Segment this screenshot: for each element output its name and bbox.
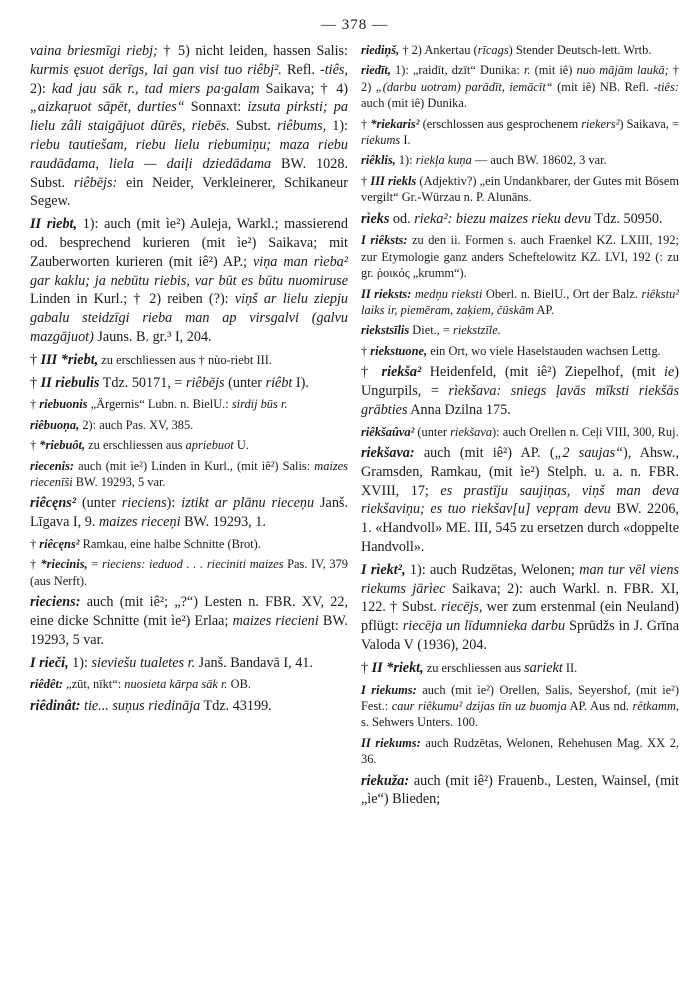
entry-headword: I rìekt², <box>361 561 406 578</box>
dictionary-entry <box>361 210 679 229</box>
entry-text: ) Saikava, = <box>619 116 679 131</box>
entry-text: nuo mājām laukā; <box>576 63 669 78</box>
entry-headword: II rieksts: <box>361 286 412 301</box>
entry-text: „2 saujas“ <box>554 445 623 462</box>
entry-headword: riêklis, <box>361 153 396 168</box>
entry-headword: riediņš, <box>361 43 400 57</box>
entry-headword: I riekums: <box>361 682 417 697</box>
entry-text: zu erschliessen aus <box>85 438 186 453</box>
entry-text: rieciens: ieduod . . . rieciniti maizes <box>102 557 284 572</box>
entry-text: 1): <box>68 654 92 671</box>
entry-headword: riekuža: <box>361 772 410 789</box>
entry-text: Janš. Līgava I, 9. <box>30 495 348 531</box>
entry-headword: riekstsīlis <box>361 323 410 338</box>
entry-text: sariekt <box>524 659 563 676</box>
dictionary-entry <box>361 152 679 168</box>
entry-text: od. <box>389 210 415 227</box>
entry-text: Janš. Bandavā I, 41. <box>195 654 313 671</box>
dictionary-entry <box>30 654 348 673</box>
entry-text: (unter <box>224 374 266 391</box>
entry-text: maizes riecieni <box>232 612 319 629</box>
dictionary-entry <box>30 417 348 433</box>
entry-text: viņa man rìeba² gar kaklu; ja nebūtu riebis, var būt es būtu nuomiruse <box>30 253 349 289</box>
entry-text: † <box>361 343 371 358</box>
entry-text: caur riêkumu² dzijas tīn uz buomja <box>391 699 567 714</box>
dictionary-entry <box>361 42 679 58</box>
entry-text: Jauns. B. gr.³ I, 204. <box>93 328 212 345</box>
entry-text: zu erschliessen aus <box>423 660 525 675</box>
entry-headword: riebuonis <box>39 397 88 412</box>
entry-text: izsuta pirksti; pa lielu zâli staigājuot dūrēs, riebēs. <box>30 99 348 135</box>
entry-text: ), Ahsw., Gramsden, Ramkau, (mit ìe²) Stelph. u. a. n. FBR. XVIII, 17; <box>361 445 679 499</box>
entry-text: medņu rieksti <box>411 286 483 301</box>
dictionary-entry <box>361 561 679 655</box>
entry-text: † <box>30 374 41 391</box>
entry-text: = <box>87 557 103 572</box>
entry-text: I). <box>292 374 309 391</box>
entry-text: -tiês: <box>653 79 679 94</box>
entry-text: riêbt <box>265 374 293 391</box>
entry-text: „zūt, nīkt“: <box>63 677 125 692</box>
entry-text: riekšava <box>450 424 493 439</box>
entry-headword: II riebulis <box>40 374 100 391</box>
entry-text: ): <box>166 495 182 512</box>
entry-text: † <box>361 173 371 188</box>
entry-text: riecēja un līdumnieka darbu <box>402 618 566 635</box>
entry-text: 2): <box>30 80 52 97</box>
entry-headword: II *riekt, <box>371 659 424 676</box>
dictionary-entry <box>30 458 348 491</box>
entry-text: kad jau sāk r., tad miers pa·galam <box>51 80 260 97</box>
entry-text: II. <box>562 660 578 675</box>
entry-text: † <box>30 557 41 572</box>
entry-text: † <box>361 659 372 676</box>
entry-text: (unter <box>76 495 122 512</box>
entry-text: r. <box>523 63 531 78</box>
dictionary-entry <box>361 173 679 206</box>
entry-text: ) Stender Deutsch-lett. Wrtb. <box>508 43 652 57</box>
dictionary-entry <box>361 62 679 111</box>
entry-text: riêbējs: <box>73 174 118 191</box>
right-column <box>361 42 679 813</box>
dictionary-entry <box>361 444 679 557</box>
entry-text: auch (mit iê²) Frauenb., Lesten, Wainsel, (mit „ìe“) Blieden; <box>361 772 679 808</box>
dictionary-entry <box>361 424 679 440</box>
entry-headword: III *riebt, <box>40 351 99 368</box>
entry-text: † 2) <box>361 63 679 94</box>
entry-text: Pas. IV, 379 (aus Nerft). <box>30 557 349 588</box>
entry-text: ie <box>664 364 675 381</box>
entry-text: Saikava; 2): auch Warkl. n. FBR. XI, 122. † Subst. <box>361 580 679 616</box>
entry-text: I. <box>400 133 411 148</box>
dictionary-entry <box>30 374 348 393</box>
dictionary-entry <box>361 659 679 678</box>
entry-text: rīcags <box>477 43 509 57</box>
entry-text: (mit iê) <box>530 63 577 78</box>
entry-text: (erschlossen aus gesprochenem <box>419 116 582 131</box>
columns <box>30 42 679 813</box>
entry-text: „(darbu uotram) parādīt, iemācīt“ <box>375 79 553 94</box>
entry-text: † <box>361 364 382 381</box>
entry-headword: riêcęns² <box>39 536 80 551</box>
entry-text: ) Ungurpils, = <box>361 364 680 400</box>
entry-text: 1): auch (mit ìe²) Auleja, Warkl.; massierend od. besprechend kurieren (mit ìe²) Saikava; mit Zauberworten kurieren (mit iê²) AP.; <box>30 216 348 270</box>
entry-text: 2): auch Pas. XV, 385. <box>79 417 194 432</box>
entry-headword: riecenis: <box>30 458 75 473</box>
entry-headword: *riekaris² <box>370 116 420 131</box>
entry-text: riekļa kuņa <box>415 153 472 168</box>
dictionary-entry <box>30 351 348 370</box>
dictionary-entry <box>361 772 679 810</box>
entry-headword: rìeks <box>361 210 390 227</box>
entry-headword: *riebuôt, <box>39 438 86 453</box>
entry-text: riekums <box>361 133 401 148</box>
entry-text: rieka²: <box>414 210 453 227</box>
entry-text: BW. 1028. Subst. <box>30 155 348 191</box>
entry-text: vaina briesmīgi riebj; <box>30 43 158 59</box>
left-column <box>30 42 348 813</box>
entry-text: ): auch Orellen n. Ceļi VIII, 300, Ruj. <box>492 424 679 439</box>
entry-text: apriebuot <box>185 438 234 453</box>
entry-text: † 2) Ankertau ( <box>399 43 478 57</box>
entry-text: iztikt ar plānu rieceņu <box>181 495 315 512</box>
dictionary-entry <box>361 116 679 149</box>
entry-headword: I rieči, <box>30 654 69 671</box>
entry-text: riebu tautiešam, riebu lielu riebumiņu; maza riebu raudādama, liela — daiļi dziedādama <box>30 136 348 172</box>
entry-text: BW. 19293, 1. <box>180 514 266 531</box>
entry-text: riêkstu² laiks ir, piemēram, zaķiem, čūskām <box>361 286 679 318</box>
entry-text: † <box>30 397 40 412</box>
entry-text: Tdz. 50171, = <box>99 374 186 391</box>
entry-headword: riêkšaûva² <box>361 424 415 439</box>
page-number: — 378 — <box>321 17 388 33</box>
entry-text: † <box>30 351 41 368</box>
entry-text: Sprūdžs in J. Grīna Valoda V (1936), 204. <box>361 618 680 654</box>
entry-headword: riekstuone, <box>370 343 428 358</box>
entry-text: sirdij būs r. <box>231 397 288 412</box>
entry-text: Saikava; † 4) <box>259 80 349 97</box>
entry-text: Refl. <box>281 61 320 78</box>
dictionary-entry <box>30 676 348 692</box>
entry-headword: III riekls <box>370 173 417 188</box>
entry-text: Heidenfeld, (mit iê²) Ziepelhof, (mit <box>421 364 665 381</box>
entry-headword: riêdêt: <box>30 677 64 692</box>
entry-text: s. Sehwers Unters. 100. <box>361 715 479 730</box>
dictionary-entry <box>30 697 348 716</box>
dictionary-entry <box>30 437 348 453</box>
entry-text: man tur vēl viens riekums jārìec <box>361 561 679 597</box>
dictionary-entry <box>361 735 679 768</box>
entry-text: auch (mit ìe²) Orellen, Salis, Seyershof, (mit ie²) Fest.: <box>361 682 679 714</box>
entry-text: BW. 2206, 1. «Handvoll» ME. III, 545 zu ersetzen durch «doppelte Handvoll». <box>361 501 679 556</box>
entry-text: kurmis ęsuot derīgs, lai gan visi tuo riêbj². <box>30 61 282 78</box>
entry-text: † <box>30 536 40 551</box>
entry-text: auch (mit iê²) AP. ( <box>414 445 555 462</box>
entry-headword: riedīt, <box>361 63 391 78</box>
entry-headword: riekšava: <box>361 445 415 462</box>
dictionary-entry <box>361 682 679 731</box>
entry-text: ein Neider, Verkleinerer, Schikaneur Segew. <box>30 174 348 210</box>
dictionary-entry <box>30 42 348 211</box>
entry-text: riêbums, <box>276 118 327 135</box>
entry-text: AP. Aus nd. <box>566 699 633 714</box>
entry-text: viņš ar lielu ziepju gabalu steidzīgi rieba man ap virsgalvi (galvu mazgājuot) <box>30 291 349 345</box>
entry-headword: II rìebt, <box>30 216 78 233</box>
entry-text: „Ärgernis“ Lubn. n. BielU.: <box>87 397 232 412</box>
entry-text: es prastīju saujiņas, viņš man deva riekšaviņu; es tuo riekšav[u] vepŗam devu <box>361 482 679 518</box>
entry-text: ein Ort, wo viele Haselstauden wachsen Lettg. <box>427 343 661 358</box>
entry-text: Tdz. 50950. <box>591 210 663 227</box>
entry-text: riekstzīle. <box>453 323 501 338</box>
entry-text: zu erschliessen aus † nùo-riebt III. <box>98 352 272 367</box>
entry-headword: riêbuoņa, <box>30 417 80 432</box>
entry-text: riecējs, <box>441 599 483 616</box>
entry-text: — auch BW. 18602, 3 var. <box>471 153 607 168</box>
entry-headword: *riecinis, <box>40 557 88 572</box>
entry-text: U. <box>233 438 249 453</box>
entry-text: 1): auch Rudzētas, Welonen; <box>405 561 580 578</box>
entry-text: „aizkaŗuot sāpēt, durties“ <box>30 99 185 116</box>
entry-headword: rieciens: <box>30 594 81 611</box>
entry-headword: riêcęns² <box>30 495 77 512</box>
entry-text: tie... suņus riedināja <box>80 697 201 714</box>
entry-text: Oberl. n. BielU., Ort der Balz. <box>482 286 642 301</box>
entry-headword: riekša² <box>381 364 422 381</box>
entry-text: (Adjektiv?) „ein Undankbarer, der Gutes mit Bösem vergilt“ Gr.-Würzau n. P. Alunāns. <box>361 173 679 205</box>
entry-text: 1): „raidīt, dzīt“ Dunika: <box>390 63 524 78</box>
entry-text: 1): <box>395 153 416 168</box>
entry-text: biezu maizes rieku devu <box>452 210 592 227</box>
entry-text: (mit iê) NB. Refl. <box>552 79 654 94</box>
entry-text: rêtkamm, <box>632 699 679 714</box>
entry-text: Subst. <box>229 118 277 135</box>
entry-text: † <box>361 116 371 131</box>
dictionary-entry <box>361 343 679 359</box>
entry-text: auch Rudzētas, Welonen, Rehehusen Mag. XX 2, 36. <box>361 735 679 767</box>
entry-text: Linden in Kurl.; † 2) reiben (?): <box>30 291 235 308</box>
entry-headword: riêdinât: <box>30 697 81 714</box>
entry-text: maizes rieceņi <box>98 514 181 531</box>
dictionary-entry <box>30 494 348 532</box>
entry-text: Anna Dzilna 175. <box>407 401 511 418</box>
entry-text: AP. <box>534 303 555 318</box>
entry-text: riêbējs <box>185 374 225 391</box>
entry-text: † 5) nicht leiden, hassen Salis: <box>157 43 348 59</box>
entry-text: rìekšava: sniegs ļavās mīksti riekšās grābties <box>361 383 679 418</box>
entry-text: OB. <box>227 677 251 692</box>
entry-text: Tdz. 43199. <box>200 697 272 714</box>
dictionary-entry <box>30 396 348 412</box>
entry-text: -tiês, <box>320 61 348 78</box>
entry-text: Ramkau, eine halbe Schnitte (Brot). <box>79 536 261 551</box>
entry-text: wer zum erstenmal (ein Neuland) pflügt: <box>361 599 679 635</box>
entry-text: 1): <box>326 118 348 135</box>
entry-text: auch (mit iê) Dunika. <box>361 96 467 111</box>
entry-text: rieciens <box>121 495 167 512</box>
entry-text: sieviešu tualetes r. <box>91 654 196 671</box>
dictionary-entry <box>30 215 348 347</box>
dictionary-entry <box>30 593 348 649</box>
entry-text: zu den ii. Formen s. auch Fraenkel KZ. LXIII, 192; zur Etymologie ganz anders Scheftelowitz KZ. LVI, 192 (: zu gr. ῥοικός „krumm“). <box>361 233 680 281</box>
entry-text: Diet., = <box>409 323 454 338</box>
dictionary-entry <box>361 363 679 419</box>
entry-text: maizes riecenīši <box>30 458 348 489</box>
entry-text: † <box>30 438 40 453</box>
entry-text: (unter <box>414 424 451 439</box>
entry-text: BW. 19293, 5 var. <box>30 612 348 648</box>
entry-text: riekers² <box>581 116 620 131</box>
entry-headword: I riêksts: <box>361 233 408 248</box>
entry-headword: II riekums: <box>361 735 421 750</box>
entry-text: BW. 19293, 5 var. <box>72 474 166 489</box>
dictionary-entry <box>361 322 679 338</box>
entry-text: nuosieta kārpa sāk r. <box>124 677 228 692</box>
dictionary-entry <box>30 536 348 552</box>
dictionary-entry <box>361 286 679 319</box>
entry-text: auch (mit iê²; „?“) Lesten n. FBR. XV, 22, eine dicke Schnitte (mit ìe²) Erlaa; <box>30 594 348 629</box>
dictionary-entry <box>30 556 348 589</box>
entry-text: auch (mit ìe²) Linden in Kurl., (mit iê²) Salis: <box>74 458 315 473</box>
dictionary-entry <box>361 232 679 281</box>
entry-text: Sonnaxt: <box>184 99 248 116</box>
